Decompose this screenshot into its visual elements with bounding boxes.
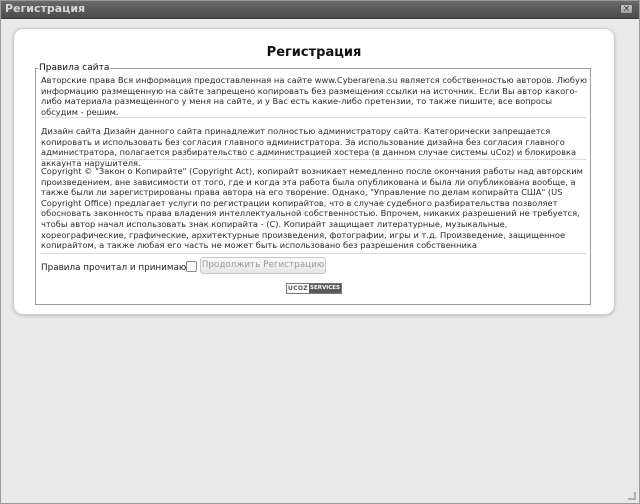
window-titlebar[interactable] bbox=[1, 1, 639, 19]
registration-panel bbox=[13, 28, 615, 315]
rules-paragraph-copyright-act: Copyright © "Закон о Копирайте" (Copyright Act), копирайт возникает немедленно после окончания работы над авторским произведением, вне зависимости от того, где и когда эта работа была опубликована и была ли опубликована вообще, а также были ли зарегистрированы права автора на его творение. Однако, "Управление по делам копирайта США" (US Copyright Office) предлагает услуги по регистрации копирайтов, что в случае судебного разбирательства позволяет обосновать законность права владения интеллектуальной собственностью. Впрочем, никаких разрешений не требуется, чтобы автор начал использовать знак копирайта - (С). Копирайт защищает литературные, музыкальные, хореографические, графические, архитектурные произведения, фотографии, игры и т.д. Произведение, защищенное копирайтом, а также любая его часть не может быть использовано без разрешения собственника bbox=[41, 166, 583, 251]
divider bbox=[41, 117, 586, 118]
rules-paragraph-design: Дизайн сайта Дизайн данного сайта принадлежит полностью администратору сайта. Категорически запрещается копировать и использовать без согласия главного администратора. За использование дизайна без согласия главного администратора, полагается разбирательство с администрацией хостера (в данном случае системы uCoz) и блокировка аккаунта нарушителя. bbox=[41, 126, 577, 168]
divider bbox=[41, 159, 586, 160]
divider bbox=[41, 253, 586, 254]
site-rules-legend: Правила сайта bbox=[39, 63, 110, 73]
badge-right-text: SERVICES bbox=[309, 285, 340, 291]
rules-paragraph-copyright-info: Авторские права Вся информация предоставленная на сайте www.Cyberarena.su является собственностью авторов. Любую информацию размещенную на сайте запрещено копировать без размещения ссылки на источник. Если Вы автор какого-либо материала размещенного у меня на сайте, и у Вас есть какие-либо претензии, то также пишите, все вопросы обсудим - решим. bbox=[41, 75, 587, 117]
close-icon[interactable]: × bbox=[620, 4, 633, 14]
continue-registration-button[interactable]: Продолжить Регистрацию bbox=[200, 257, 326, 274]
agree-label: Правила прочитал и принимаю bbox=[41, 263, 187, 273]
page-title: Регистрация bbox=[266, 45, 362, 60]
agree-checkbox[interactable] bbox=[186, 261, 197, 272]
window-title: Регистрация bbox=[5, 2, 86, 15]
site-rules-fieldset bbox=[35, 63, 591, 305]
resize-grip-icon[interactable] bbox=[628, 492, 636, 500]
ucoz-services-badge[interactable] bbox=[286, 283, 342, 294]
badge-left-text: UCOZ bbox=[288, 285, 308, 292]
